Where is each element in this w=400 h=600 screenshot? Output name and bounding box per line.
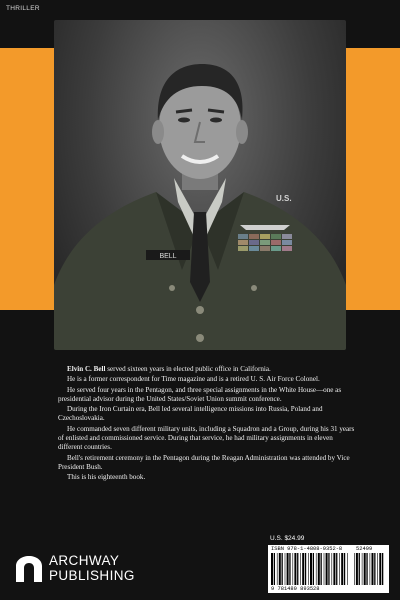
author-portrait <box>54 20 346 350</box>
barcode-bar <box>271 553 273 585</box>
jacket-button <box>196 334 204 342</box>
right-ear <box>236 120 248 144</box>
author-photo <box>54 20 346 350</box>
barcode-bar <box>339 553 340 585</box>
genre-label: THRILLER <box>6 5 40 12</box>
barcode-bar <box>308 553 309 585</box>
barcode-bar <box>347 553 348 585</box>
right-eyebrow <box>208 110 224 112</box>
barcode-bar <box>287 553 289 585</box>
bio-paragraph: He commanded seven different military units, including a Squadron and a Group, during his 31 years of enlisted and commissioned service. During that service, he had military assignments in eleven different countries. <box>58 424 355 452</box>
barcode-bar <box>293 553 294 585</box>
barcode-bar <box>328 553 329 585</box>
barcode-bar <box>354 553 355 585</box>
barcode-bar <box>374 553 375 585</box>
barcode-bar <box>326 553 328 585</box>
barcode-addon-number: 52499 <box>356 546 373 552</box>
barcode-bar <box>310 553 312 585</box>
barcode-bar <box>372 553 374 585</box>
barcode-bar <box>318 553 320 585</box>
barcode-bar <box>364 553 366 585</box>
barcode-bar <box>362 553 363 585</box>
barcode-addon-bars <box>354 553 386 585</box>
publisher-name-line2: PUBLISHING <box>49 568 135 583</box>
barcode-bar <box>377 553 378 585</box>
isbn-barcode <box>268 545 389 593</box>
publisher-name <box>49 553 135 583</box>
barcode-bar <box>366 553 367 585</box>
service-ribbons <box>238 234 292 251</box>
jacket-button <box>196 306 204 314</box>
barcode-bar <box>379 553 381 585</box>
barcode-bars <box>271 553 351 585</box>
barcode-bar <box>305 553 306 585</box>
barcode-bar <box>359 553 360 585</box>
left-eye <box>178 118 190 123</box>
barcode-bar <box>321 553 322 585</box>
us-collar-insignia: U.S. <box>276 194 292 203</box>
barcode-bar <box>277 553 278 585</box>
barcode-bar <box>313 553 314 585</box>
barcode-bar <box>294 553 296 585</box>
author-name: Elvin C. Bell <box>67 365 106 373</box>
barcode-bar <box>341 553 343 585</box>
barcode-bar <box>316 553 317 585</box>
bio-paragraph: This is his eighteenth book. <box>67 473 146 482</box>
barcode-bar <box>282 553 283 585</box>
barcode-bar <box>289 553 290 585</box>
right-eye <box>210 118 222 123</box>
barcode-bar <box>279 553 281 585</box>
barcode-bar <box>285 553 286 585</box>
barcode-bar <box>302 553 304 585</box>
barcode-bar <box>344 553 345 585</box>
archway-logo-icon <box>16 556 42 582</box>
pocket-button <box>251 285 257 291</box>
bio-paragraph: He served four years in the Pentagon, and three special assignments in the White House—one as presidential advisor during the United States/Soviet Union summit conference. <box>58 385 342 403</box>
nameplate-text: BELL <box>159 253 177 260</box>
wings-pin <box>240 225 290 230</box>
barcode-bar <box>356 553 358 585</box>
barcode-bar <box>382 553 383 585</box>
barcode-bar <box>297 553 298 585</box>
bio-first-paragraph-rest: served sixteen years in elected public office in California. <box>107 365 271 373</box>
left-ear <box>152 120 164 144</box>
publisher-name-line1: ARCHWAY <box>49 553 120 568</box>
barcode-bar <box>274 553 275 585</box>
barcode-bar <box>332 553 333 585</box>
price-label: U.S. $24.99 <box>270 535 305 542</box>
barcode-digits: 9 781480 893528 <box>271 586 320 592</box>
bio-paragraph: During the Iron Curtain era, Bell led several intelligence missions into Russia, Poland and Czechoslovakia. <box>58 405 323 423</box>
barcode-bar <box>333 553 335 585</box>
barcode-bar <box>300 553 301 585</box>
isbn-text: ISBN 978-1-4808-9352-8 <box>271 546 343 552</box>
barcode-bar <box>336 553 337 585</box>
bio-paragraph <box>58 365 358 374</box>
pocket-button <box>169 285 175 291</box>
bio-paragraph: He is a former correspondent for Time magazine and is a retired U. S. Air Force Colonel. <box>67 375 320 384</box>
bio-paragraph: Bell's retirement ceremony in the Pentagon during the Reagan Administration was attended by Vice President Bush. <box>58 453 350 471</box>
left-eyebrow <box>176 110 192 112</box>
barcode-bar <box>370 553 371 585</box>
barcode-bar <box>324 553 325 585</box>
author-bio <box>58 365 358 483</box>
